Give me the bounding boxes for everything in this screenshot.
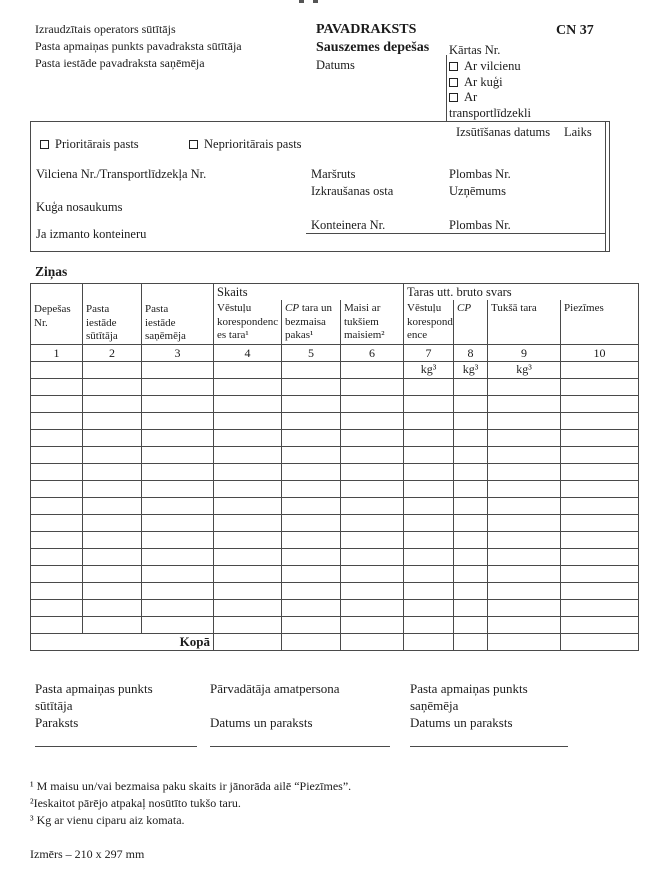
ship-checkbox xyxy=(449,78,458,87)
col-header-piezimes: Piezīmes xyxy=(561,300,638,345)
kartas-nr-label: Kārtas Nr. xyxy=(449,43,501,57)
exchange-office-sender-line: Pasta apmaiņas punkts pavadraksta sūtītāja xyxy=(35,39,242,53)
column-number-row: 1 2 3 4 5 6 7 8 9 10 xyxy=(31,345,638,362)
group-header-skaits: Skaits xyxy=(214,284,404,300)
header-divider-line xyxy=(446,55,447,121)
footnote-2: ²Ieskaitot pārējo atpakaļ nosūtīto tukšo taru. xyxy=(30,796,241,810)
kg-unit-col8: kg³ xyxy=(454,362,488,379)
details-table xyxy=(30,283,639,651)
details-section-title: Ziņas xyxy=(35,264,68,279)
route-label: Maršruts xyxy=(311,167,356,181)
footnote-1: ¹ M maisu un/vai bezmaisa paku skaits ir jānorāda ailē “Piezīmes”. xyxy=(30,779,352,793)
empty-entry-row xyxy=(31,566,638,583)
footnotes xyxy=(30,778,351,829)
empty-entry-row xyxy=(31,583,638,600)
empty-entry-row xyxy=(31,600,638,617)
unloading-port-label: Izkraušanas osta xyxy=(311,184,394,198)
col-header-pasta-iestade-sutitaja: Pasta iestāde sūtītāja xyxy=(83,284,142,345)
empty-entry-row xyxy=(31,430,638,447)
non-priority-label: Neprioritārais pasts xyxy=(204,137,302,151)
container-underline xyxy=(306,233,605,234)
col-header-depesas-nr: Depešas Nr. xyxy=(31,284,83,345)
transport-option-vehicle-overflow: transportlīdzekli xyxy=(449,106,531,121)
date-label: Datums xyxy=(316,58,355,72)
size-note: Izmērs – 210 x 297 mm xyxy=(30,847,145,861)
vehicle-number-label: Vilciena Nr./Transportlīdzekļa Nr. xyxy=(36,167,207,181)
col-header-maisi-ar-tuksiem-maisiem: Maisi ar tukšiem maisiem² xyxy=(341,300,404,345)
col-header-pasta-iestade-sanemeja: Pasta iestāde saņēmēja xyxy=(142,284,214,345)
total-row xyxy=(31,634,638,650)
if-container-label: Ja izmanto konteineru xyxy=(36,227,147,241)
col-header-cp: CP xyxy=(454,300,488,345)
transport-option-train xyxy=(449,59,531,75)
form-subtitle: Sauszemes depešas xyxy=(316,40,430,55)
transport-option-ship xyxy=(449,75,531,91)
page-number-fragment xyxy=(299,0,304,3)
col-header-vestulu-korespondences-tara: Vēstuļu korespondenc es tara¹ xyxy=(214,300,282,345)
empty-entry-row xyxy=(31,549,638,566)
form-code: CN 37 xyxy=(556,23,594,38)
company-label: Uzņēmums xyxy=(449,184,506,198)
signature-col-recipient: Pasta apmaiņas punkts saņēmēja Datums un paraksts xyxy=(410,681,528,730)
empty-entry-row xyxy=(31,515,638,532)
col-header-cp-tara-bezmaisa-pakas: CP tara un bezmaisa pakas¹ xyxy=(282,300,341,345)
priority-option xyxy=(40,137,139,152)
title-block xyxy=(316,21,429,73)
seal-number-label-1: Plombas Nr. xyxy=(449,167,511,181)
empty-entry-row xyxy=(31,379,638,396)
dispatch-date-label: Izsūtīšanas datums xyxy=(456,125,551,139)
col-header-tuksa-tara: Tukšā tara xyxy=(488,300,561,345)
vehicle-checkbox xyxy=(449,93,458,102)
train-checkbox xyxy=(449,62,458,71)
empty-entry-row xyxy=(31,498,638,515)
cp-italic: CP xyxy=(285,302,300,314)
signature-line-sender xyxy=(35,746,197,747)
signature-col-sender: Pasta apmaiņas punkts sūtītāja Paraksts xyxy=(35,681,153,730)
signature-line-recipient xyxy=(410,746,568,747)
empty-entry-row xyxy=(31,481,638,498)
group-header-taras-bruto-svars: Taras utt. bruto svars xyxy=(407,285,512,299)
container-number-label: Konteinera Nr. xyxy=(311,218,386,232)
shipment-box-inner-right-line xyxy=(605,122,606,251)
vehicle-label: Ar xyxy=(464,90,478,105)
empty-entry-row xyxy=(31,447,638,464)
priority-label: Prioritārais pasts xyxy=(55,137,139,151)
details-section xyxy=(30,264,639,651)
col-header-vestulu-korespondence: Vēstuļu korespond ence xyxy=(404,300,454,345)
kg-unit-col7: kg³ xyxy=(404,362,454,379)
kg-unit-row xyxy=(31,362,638,379)
empty-entry-row xyxy=(31,532,638,549)
ship-name-label: Kuģa nosaukums xyxy=(36,200,123,214)
designated-operator-line: Izraudzītais operators sūtītājs xyxy=(35,22,176,36)
footnote-3: ³ Kg ar vienu ciparu aiz komata. xyxy=(30,813,185,827)
header-left-lines xyxy=(35,21,242,72)
form-title: PAVADRAKSTS xyxy=(316,22,417,37)
seal-number-label-2: Plombas Nr. xyxy=(449,218,511,232)
ship-label: Ar kuģi xyxy=(464,74,503,89)
empty-entry-row xyxy=(31,396,638,413)
non-priority-option xyxy=(189,137,302,152)
time-label: Laiks xyxy=(564,125,592,139)
empty-entry-row xyxy=(31,617,638,634)
priority-checkbox xyxy=(40,140,49,149)
transport-options xyxy=(449,59,531,122)
signature-col-carrier: Pārvadātāja amatpersona Datums un paraksts xyxy=(210,681,340,730)
post-office-recipient-line: Pasta iestāde pavadraksta saņēmēja xyxy=(35,56,205,70)
page-number-fragment xyxy=(313,0,318,3)
empty-entry-row xyxy=(31,413,638,430)
shipment-box xyxy=(30,121,610,252)
empty-entry-row xyxy=(31,464,638,481)
kg-unit-col9: kg³ xyxy=(488,362,561,379)
signature-line-carrier xyxy=(210,746,390,747)
non-priority-checkbox xyxy=(189,140,198,149)
transport-option-vehicle xyxy=(449,90,531,106)
total-label: Kopā xyxy=(31,634,214,650)
train-label: Ar vilcienu xyxy=(464,59,521,73)
